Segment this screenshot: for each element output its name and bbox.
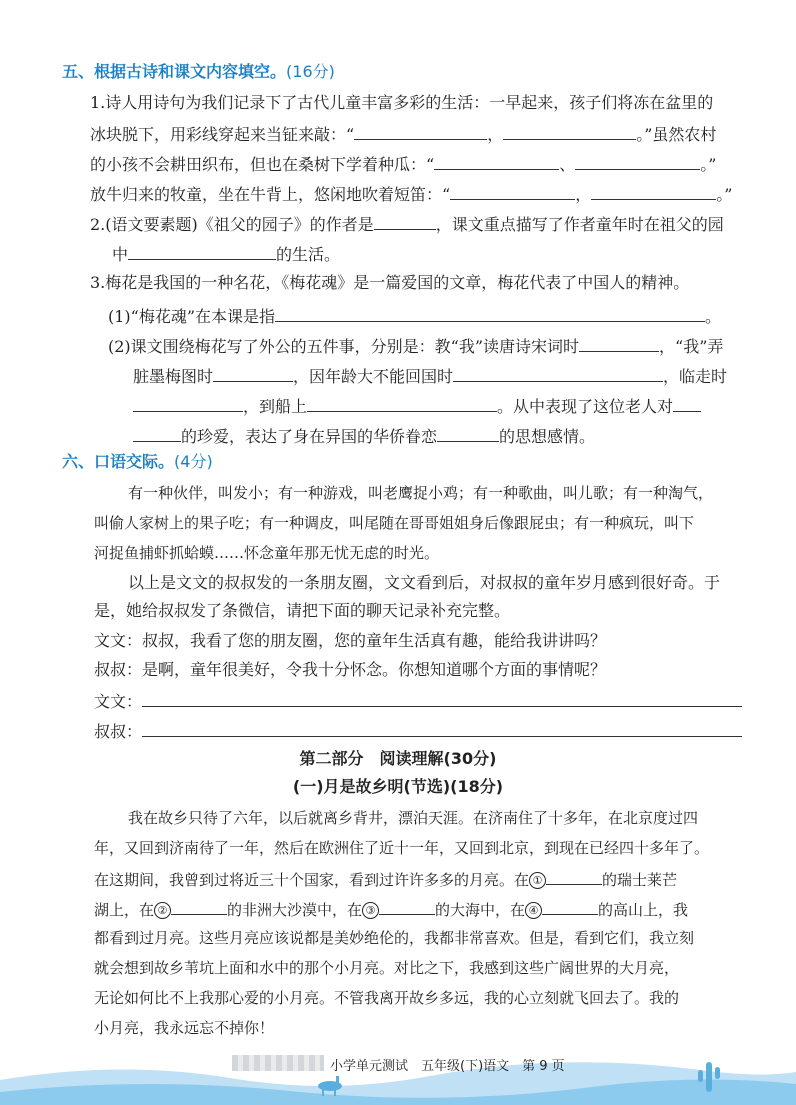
section5-points: (16分) xyxy=(286,62,335,81)
q3-2-line3: ，到船上 。从中表现了这位老人对 xyxy=(133,395,701,417)
reading-line1: 我在故乡只待了六年，以后就离乡背井，漂泊天涯。在济南住了十多年，在北京度过四 xyxy=(128,809,699,827)
dialog-line3: 文文： xyxy=(94,690,742,712)
reading-line8: 小月亮，我永远忘不掉你！ xyxy=(94,1019,275,1037)
answer-blank[interactable] xyxy=(579,335,659,352)
moment-text-line2: 叫偷人家树上的果子吃；有一种调皮，叫尾随在哥哥姐姐身后像跟屁虫；有一种疯玩，叫下 xyxy=(94,514,695,532)
q3-2-line1: (2)课文围绕梅花写了外公的五件事，分别是：教“我”读唐诗宋词时 ，“我”弄 xyxy=(108,337,724,356)
answer-blank[interactable] xyxy=(434,153,559,170)
q3-1-line: (1)“梅花魂”在本课是指 。 xyxy=(108,307,722,326)
answer-blank[interactable] xyxy=(673,395,701,412)
section6-title: 六、口语交际。 xyxy=(62,452,175,471)
dialog-line4: 叔叔： xyxy=(94,720,742,742)
q1-line2: 冰块脱下，用彩线穿起来当钲来敲：“ ， 。”虽然农村 xyxy=(90,125,717,144)
instruction-line1: 以上是文文的叔叔发的一条朋友圈，文文看到后，对叔叔的童年岁月感到很好奇。于 xyxy=(128,573,721,592)
answer-blank[interactable] xyxy=(128,243,276,260)
section6-points: (4分) xyxy=(174,452,213,471)
section6-heading xyxy=(62,452,213,472)
section5-heading xyxy=(62,62,335,82)
dialog-line1: 文文：叔叔，我看了您的朋友圈，您的童年生活真有趣，能给我讲讲吗？ xyxy=(94,631,607,650)
q1-line4: 放牛归来的牧童，坐在牛背上，悠闲地吹着短笛：“ ， 。” xyxy=(90,185,733,204)
reading-line2: 年，又回到济南待了一年，然后在欧洲住了近十一年，又回到北京，到现在已经四十多年了。 xyxy=(94,839,710,857)
blurred-logo xyxy=(232,1055,324,1071)
reading-line4: 湖上，在 ② 的非洲大沙漠中，在 ③ 的大海中，在 ④ 的高山上，我 xyxy=(94,898,688,920)
q2-line2: 中 的生活。 xyxy=(112,245,341,264)
reading-line5: 都看到过月亮。这些月亮应该说都是美妙绝伦的，我都非常喜欢。但是，看到它们，我立刻 xyxy=(94,929,695,947)
answer-blank[interactable] xyxy=(142,690,742,707)
answer-blank[interactable] xyxy=(591,183,716,200)
answer-blank[interactable] xyxy=(374,213,436,230)
section5-title: 五、根据古诗和课文内容填空。 xyxy=(62,62,287,81)
dialog-line2: 叔叔：是啊，童年很美好，令我十分怀念。你想知道哪个方面的事情呢？ xyxy=(94,660,607,679)
moment-text-line1: 有一种伙伴，叫发小；有一种游戏，叫老鹰捉小鸡；有一种歌曲，叫儿歌；有一种淘气， xyxy=(128,484,714,502)
reading-line7: 无论如何比不上我那心爱的小月亮。不管我离开故乡多远，我的心立刻就飞回去了。我的 xyxy=(94,989,680,1007)
q3-line: 3.梅花是我国的一种名花，《梅花魂》是一篇爱国的文章，梅花代表了中国人的精神。 xyxy=(90,273,690,292)
reading-line6: 就会想到故乡苇坑上面和水中的那个小月亮。对比之下，我感到这些广阔世界的大月亮， xyxy=(94,959,680,977)
moment-text-line3: 河捉鱼捕虾抓蛤蟆……怀念童年那无忧无虑的时光。 xyxy=(94,544,440,562)
blank-number-3: ③ xyxy=(362,902,379,919)
reading-line3: 在这期间，我曾到过将近三十个国家，看到过许许多多的月亮。在 ① 的瑞士莱芒 xyxy=(94,868,677,890)
answer-blank[interactable] xyxy=(354,123,487,140)
answer-blank[interactable] xyxy=(437,425,499,442)
page-footer xyxy=(0,1040,796,1105)
answer-blank[interactable] xyxy=(171,898,227,915)
blank-number-2: ② xyxy=(154,902,171,919)
answer-blank[interactable] xyxy=(542,898,598,915)
answer-blank[interactable] xyxy=(133,395,243,412)
answer-blank[interactable] xyxy=(546,868,602,885)
reading-subtitle: (一)月是故乡明(节选)(18分) xyxy=(292,777,504,796)
q3-2-line2: 脏墨梅图时 ，因年龄大不能回国时 ，临走时 xyxy=(133,367,728,386)
blank-number-4: ④ xyxy=(525,902,542,919)
answer-blank[interactable] xyxy=(142,720,742,737)
answer-blank[interactable] xyxy=(503,123,636,140)
part2-title: 第二部分 阅读理解(30分) xyxy=(299,749,497,768)
answer-blank[interactable] xyxy=(275,305,705,322)
answer-blank[interactable] xyxy=(213,365,293,382)
answer-blank[interactable] xyxy=(307,395,497,412)
blank-number-1: ① xyxy=(529,872,546,889)
q1-line3: 的小孩不会耕田织布，但也在桑树下学着种瓜：“ 、 。” xyxy=(90,155,717,174)
answer-blank[interactable] xyxy=(379,898,435,915)
answer-blank[interactable] xyxy=(133,425,181,442)
answer-blank[interactable] xyxy=(575,153,700,170)
instruction-line2: 是，她给叔叔发了条微信，请把下面的聊天记录补充完整。 xyxy=(94,601,511,620)
footer-label: 小学单元测试 五年级(下)语文 第 9 页 xyxy=(330,1059,565,1074)
answer-blank[interactable] xyxy=(450,183,575,200)
answer-blank[interactable] xyxy=(453,365,663,382)
q3-2-line4: 的珍爱，表达了身在异国的华侨眷恋 的思想感情。 xyxy=(133,425,595,447)
q2-line1: 2.(语文要素题)《祖父的园子》的作者是 ，课文重点描写了作者童年时在祖父的园 xyxy=(90,215,724,234)
q1-line1: 1.诗人用诗句为我们记录下了古代儿童丰富多彩的生活：一早起来，孩子们将冻在盆里的 xyxy=(90,93,714,112)
